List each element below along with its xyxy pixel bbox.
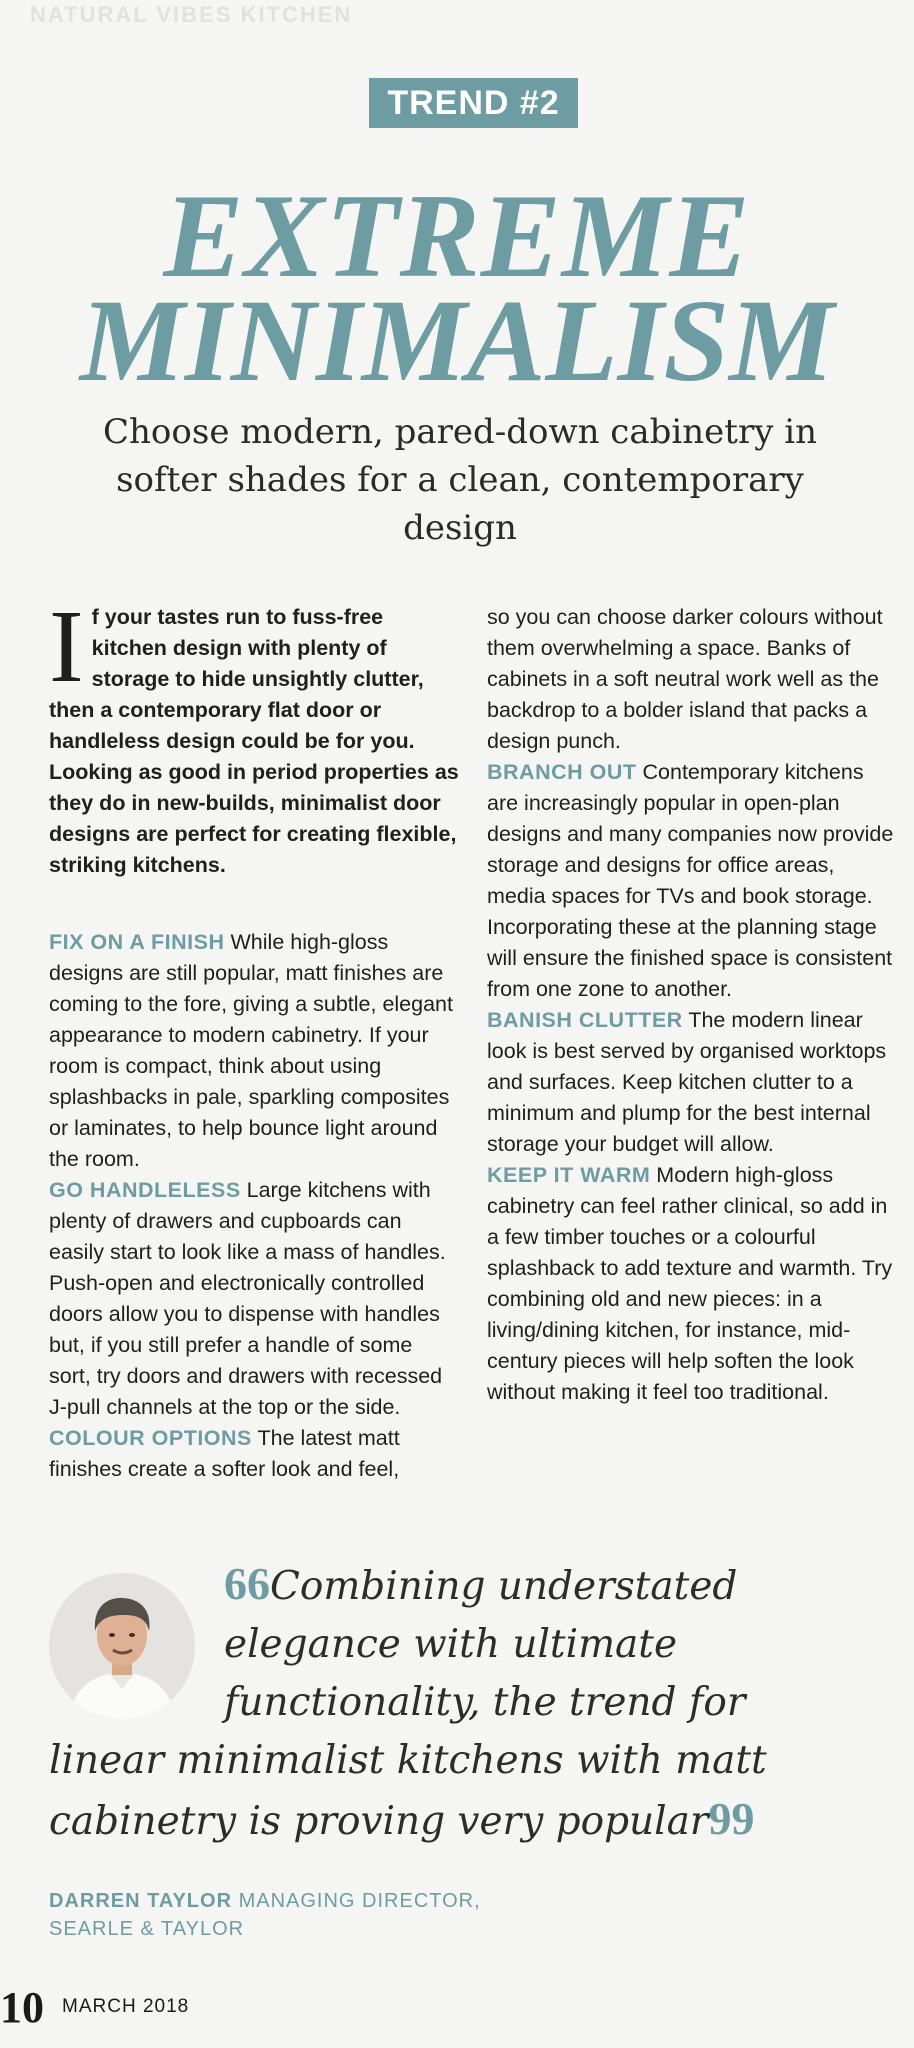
section-heading: KEEP IT WARM — [487, 1163, 651, 1187]
quote-line: linear minimalist kitchens with matt — [49, 1738, 767, 1783]
intro-text: f your tastes run to fuss-free kitchen design with plenty of storage to hide unsightly clutter, then a contemporary flat door or handleless design could be for you. Looking as good in period properties as they do in new-builds, minimalist door designs are perfect for creating flexible, striking kitchens. — [49, 605, 459, 877]
section-heading: BANISH CLUTTER — [487, 1008, 683, 1032]
section-heading: COLOUR OPTIONS — [49, 1426, 252, 1450]
section-text: Large kitchens with plenty of drawers and cupboards can easily start to look like a mass of handles. Push-open and electronically controlled doors allow you to dispense with handles but, if you still prefer a handle of some sort, try doors and drawers with recessed J-pull channels at the top or the side. — [49, 1178, 446, 1419]
open-quote-mark: 66 — [224, 1558, 270, 1609]
section-fix-on-a-finish — [49, 927, 459, 1175]
section-text: The latest matt finishes create a softer look and feel, — [49, 1426, 400, 1481]
quote-line: functionality, the trend for — [224, 1680, 746, 1725]
intro-paragraph — [49, 589, 459, 881]
section-heading: GO HANDLELESS — [49, 1178, 241, 1202]
quote-line: 66Combining understated — [224, 1558, 738, 1609]
section-go-handleless — [49, 1175, 459, 1423]
quote-attribution — [49, 1887, 649, 1943]
drop-cap: I — [49, 589, 84, 704]
section-keep-it-warm — [487, 1160, 897, 1408]
article-column-left — [49, 589, 459, 1485]
headline-line-2: MINIMALISM — [79, 275, 835, 406]
quote-line: elegance with ultimate — [224, 1622, 678, 1667]
page-number: 10 — [0, 1983, 44, 2032]
standfirst: Choose modern, pared-down cabinetry in softer shades for a clean, contemporary design — [103, 412, 817, 548]
section-heading: FIX ON A FINISH — [49, 930, 225, 954]
colour-options-continued: so you can choose darker colours without them overwhelming a space. Banks of cabinets in a soft neutral work well as the backdrop to a bolder island that packs a design punch. — [487, 605, 883, 753]
headline-line-1: EXTREME — [163, 169, 751, 302]
pull-quote — [49, 1555, 889, 1851]
article-column-right — [487, 602, 897, 1408]
section-colour-options — [49, 1423, 459, 1485]
ghost-header: NATURAL VIBES KITCHEN — [30, 2, 353, 27]
section-banish-clutter — [487, 1005, 897, 1160]
section-text: The modern linear look is best served by organised worktops and surfaces. Keep kitchen clutter to a minimum and plump for the best internal storage your budget will allow. — [487, 1008, 887, 1156]
section-branch-out — [487, 757, 897, 1005]
author-title: MANAGING DIRECTOR, — [238, 1890, 481, 1912]
section-text: Modern high-gloss cabinetry can feel rather clinical, so add in a few timber touches or a colourful splashback to add texture and warmth. Try combining old and new pieces: in a living/dining kitchen, for instance, mid-century pieces will help soften the look without making it feel too traditional. — [487, 1163, 893, 1404]
trend-badge: TREND #2 — [369, 78, 578, 128]
quote-line: cabinetry is proving very popular99 — [49, 1793, 755, 1844]
section-text: Contemporary kitchens are increasingly popular in open-plan designs and many companies now provide storage and designs for office areas, media spaces for TVs and book storage. Incorporating these at the planning stage will ensure the finished space is consistent from one zone to another. — [487, 760, 894, 1001]
author-company: SEARLE & TAYLOR — [49, 1918, 245, 1940]
author-name: DARREN TAYLOR — [49, 1890, 233, 1912]
issue-date: MARCH 2018 — [62, 1996, 190, 2017]
close-quote-mark: 99 — [708, 1793, 755, 1844]
section-text: While high-gloss designs are still popular, matt finishes are coming to the fore, giving a subtle, elegant appearance to modern cabinetry. If your room is compact, think about using splashbacks in pale, sparkling composites or laminates, to help bounce light around the room. — [49, 930, 453, 1171]
section-heading: BRANCH OUT — [487, 760, 637, 784]
